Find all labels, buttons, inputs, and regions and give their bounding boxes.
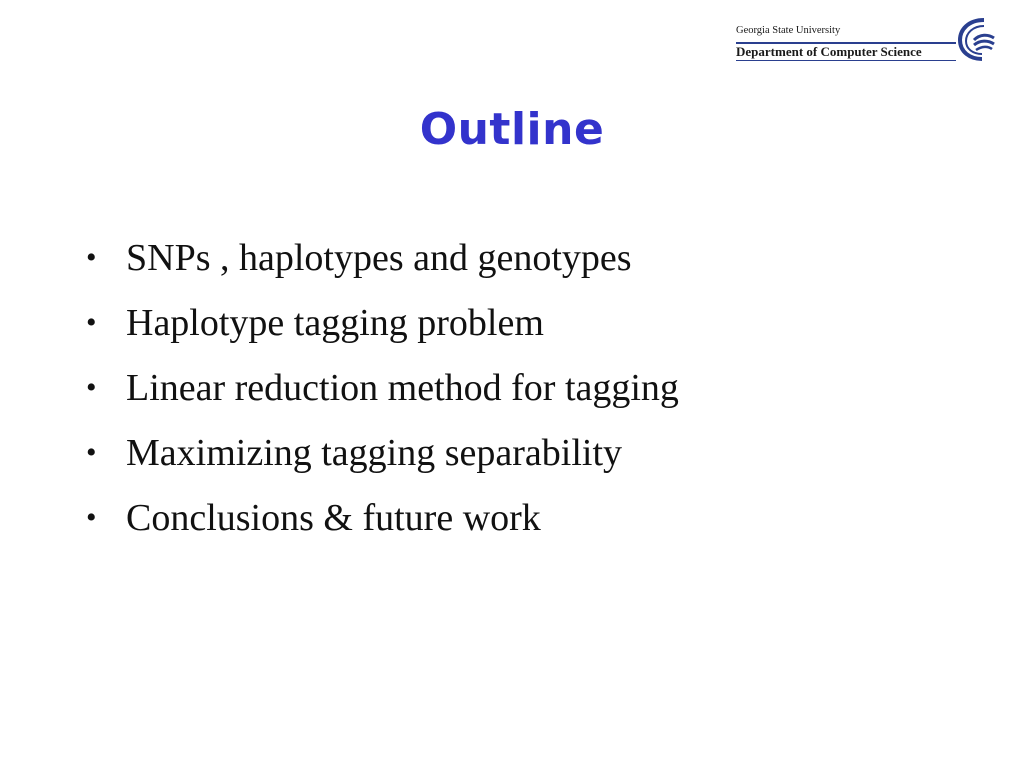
- bullet-text: Maximizing tagging separability: [126, 432, 623, 474]
- bullet-item: [86, 232, 679, 297]
- bullet-item: [86, 297, 679, 362]
- header-rule-lower: [736, 60, 956, 61]
- bullet-item: [86, 492, 679, 557]
- bullet-item: [86, 427, 679, 492]
- bullet-text: SNPs , haplotypes and genotypes: [126, 237, 632, 279]
- bullet-list: [86, 232, 679, 557]
- header-logo: [736, 18, 998, 68]
- gsu-logo-icon: [954, 16, 998, 62]
- bullet-icon: •: [86, 436, 97, 469]
- slide-title: Outline: [419, 104, 605, 155]
- bullet-icon: •: [86, 371, 97, 404]
- bullet-icon: •: [86, 501, 97, 534]
- bullet-text: Conclusions & future work: [126, 497, 541, 539]
- bullet-icon: •: [86, 241, 97, 274]
- bullet-text: Linear reduction method for tagging: [126, 367, 679, 409]
- bullet-icon: •: [86, 306, 97, 339]
- department-name: Department of Computer Science: [736, 44, 922, 59]
- bullet-text: Haplotype tagging problem: [126, 302, 544, 344]
- bullet-item: [86, 362, 679, 427]
- university-name: Georgia State University: [736, 25, 841, 36]
